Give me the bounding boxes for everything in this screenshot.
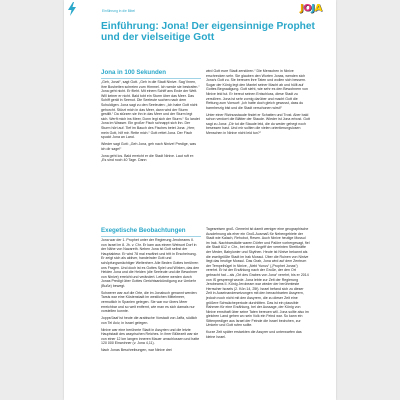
section-divider xyxy=(101,236,201,237)
logo-letter: O xyxy=(303,3,312,14)
logo-letter: A xyxy=(314,3,322,14)
paragraph: Jona geht los. Bald erreicht er die Stadt Ninive. Laut ruft er: „Es sind noch 40 Tage. Dann xyxy=(101,153,195,163)
paragraph: Kurze Zeit später erstarkten die Assyrer und unterwarfen das kleine Israel. xyxy=(206,330,302,339)
logo-letter: J xyxy=(311,3,315,14)
header-kicker: Einführung in die Bibel xyxy=(102,9,136,13)
paragraph: Ninive war eine berühmte Stadt in Assyrien und die letzte Hauptstadt des assyrischen Reiches. In ihrer Blütezeit war sie von einer 12 km langen inneren Mauer umschlossen und hatte 120 000 Einwohner (v. Jona 4,11). xyxy=(101,327,200,346)
paragraph: Schwerer war auf die Orte, die im Jonabuch genannt werden: Tarsis war eine Küstenstadt im westlichen Mittelmeer, vermutlich in Spanien gelegen. Sie war nur übers Meer erreichbar und so weit entfernt, wie man es sich damals nur vorstellen konnte. xyxy=(101,290,198,314)
document-page xyxy=(64,0,336,400)
section2-right-column xyxy=(206,227,310,342)
page-title: Einführung: Jona! Der eigensinnige Prophet und der vielseitige Gott xyxy=(101,21,315,44)
section-heading-jona-100: Jona in 100 Sekunden xyxy=(101,69,166,76)
paragraph: Jona war der 1. Prophet unter der Regierung Jerobeams II. von Israel im 8. Jh. v. Chr. Er kam aus einem Weiwort Dorf in der Nähe von Nazareth. Neben Jona ist Gott selbst der Hauptakteur. Er wird 78 mal erwähnt und tritt in Erscheinung. Er zeigt sich als aktiver, handelnder Gott und schöpfungsmächtiger Weltenherr. Alle Beden Gottes berühren uns Fragen. Und doch ist es Gottes Spiel und Wirken, das den Helden Jona und die Heiden (die Seeleute und die Bewohner von Ninive) erreicht und verändert. Letztere werden durch Jonas Predigt über Gottes Gerichtsankündigung zur Umkehr (Buße) bewegt. xyxy=(101,238,200,288)
lightning-bolt-icon xyxy=(67,2,77,16)
section-divider xyxy=(101,78,201,79)
paragraph: Unter einer Rizinusstaude findet er Schatten und Trost. Aber bald schon verdorrt die Blätter der Staude. Wieder ist Jona erbost. Gott sagt zu Jona: „Dir tut die Staude leid, die du weder gehegt noch besessen hast. Und mir sollten die vielen orientierungslosen Menschen in Ninive nicht leid tun?“ xyxy=(206,112,310,136)
paragraph: wird Gott eure Stadt zerstören.“ Die Menschen in Ninive erschrecken sehr. Sie glauben den Worten Jonas, wenden sich Jona‘s Gott zu. Sie bereuen ihre Taten und wollen sich bessern. Sogar der König legt den Mantel seiner Macht ab und hüllt auf Gottes Begnadigung. Gott sieht, wie sehr es den Bewohnern von Ninive leid tut. Er bereut seinen Entschluss, diese Stadt zu zerstören. Jona ist sehr zornig darüber und macht Gott die Rettung zum Vorwurf: „Ich hatte doch gleich gewusst, dass du barmherzig bist und die Stadt verschonen wirst!“ xyxy=(206,69,308,110)
paragraph: Nach Jonas Beschreibungen, war Ninive drei xyxy=(101,348,172,353)
paragraph: Wieder sagt Gott: „Geh Jona, geh nach Ninive! Predige, was ich dir sage!“ xyxy=(101,142,197,151)
paragraph: „Geh, Jona!“, sagt Gott. „Geh in die Stadt Ninive. Sag’ ihnen, ihre Bosheiten schreien zum Himmel. Ich werde sie bestrafen.“ Jona geht nicht. Er flieht. Mit einem Schiff ans Ende der Welt. Will keiner er nicht. Bald tobt ein Sturm über das Meer. Das Schiff gerät in Seenot. Die Seeleute suchen nach dem Schuldigen. Jona sagt zu den Seeleuten: „Ich habe Gott nicht gehorcht. Stürzt mich in das Meer, dann wird der Sturm gestillt.“ Da stürzen sie ihn in das Meer und der Sturm legt sich. Werft mich ins Meer, Donn legt sich der Sturm.“ So landet Jona im Wasser. Ein großer Fisch schnappt sich ihn. Der Sturm hört auf. Tief im Bauch des Fisches betet Jona: „Herr, mein Gott, hilf mir. Rette mich.“ Gott rettet Jona. Der Fisch spuckt Jona an Land. xyxy=(101,80,200,140)
paragraph: Tagesreisen groß. Gemeint ist damit weniger eine geographische Ausdehnung als eher ein Groß-Ausmaß für Nebengebiete der Stadt wie Kalach, Rehobot, Resen. Auch Ninive heutige Mossul im Irak. Nachbarstädte waren Dörfer und Palöre vorhergesagt, fiel die Stadt 612 v. Chr., bei einem Angriff der vereinten Streitkräfte der Meder, Babylonier und Skythen. Heute ist Ninive bekannt als die zweitgrößte Stadt im Irak Mossul. Über die Ruinen von Ninive liegt das heutige Mossul. Das Grab, Jona wird auf dem Zentrum der Tempelhügel in Ninive, „Nebi Yunus“ („Prophet Jonas“) verehrt. Er ist der Erzählung nach der Große, der den Ort gebracht hat – als „Ort des Grabes von Jona“ verehrt, bis er 2014 von IS gesprengt wurde. Jona lebte zur Zeit der Regierung Jerobeams II. König Jerobeam war wieder der berühmteste Herrscher Israels (2. Kön 14, 25f). Israel befand sich zu dieser Zeit in Auseinandersetzungen mit den benachbarten Assyrern, jedoch noch nicht mit den Assyrern, die zu dieser Zeit eine größere Schwächeperiode durchlitten. Das ist ein plausible Rahmen für eine Erzählung, bei der Aussage, der König von Ninive ernsthaft über seine Taten bereuen will. Jona sollte also im gleichen Land gehen wo sein Volk ein Feind war. So kann ein Sittenprediger aus Israel der Feinde die Israel bedrohen, zur Umkehr und Gott rufen sollte. xyxy=(206,227,310,328)
section-heading-exegetisch: Exegetische Beobachtungen xyxy=(101,227,186,234)
section1-left-column xyxy=(101,80,200,165)
jojo-logo xyxy=(300,4,322,14)
paragraph: Joppe/Jaaf ist heute die arabische Vorstadt von Jaffa, südlich von Tel Aviv, in Israel gelegen. xyxy=(101,316,198,325)
logo-letter: J xyxy=(300,3,304,14)
section1-right-column xyxy=(206,69,310,138)
section2-left-column xyxy=(101,238,200,355)
